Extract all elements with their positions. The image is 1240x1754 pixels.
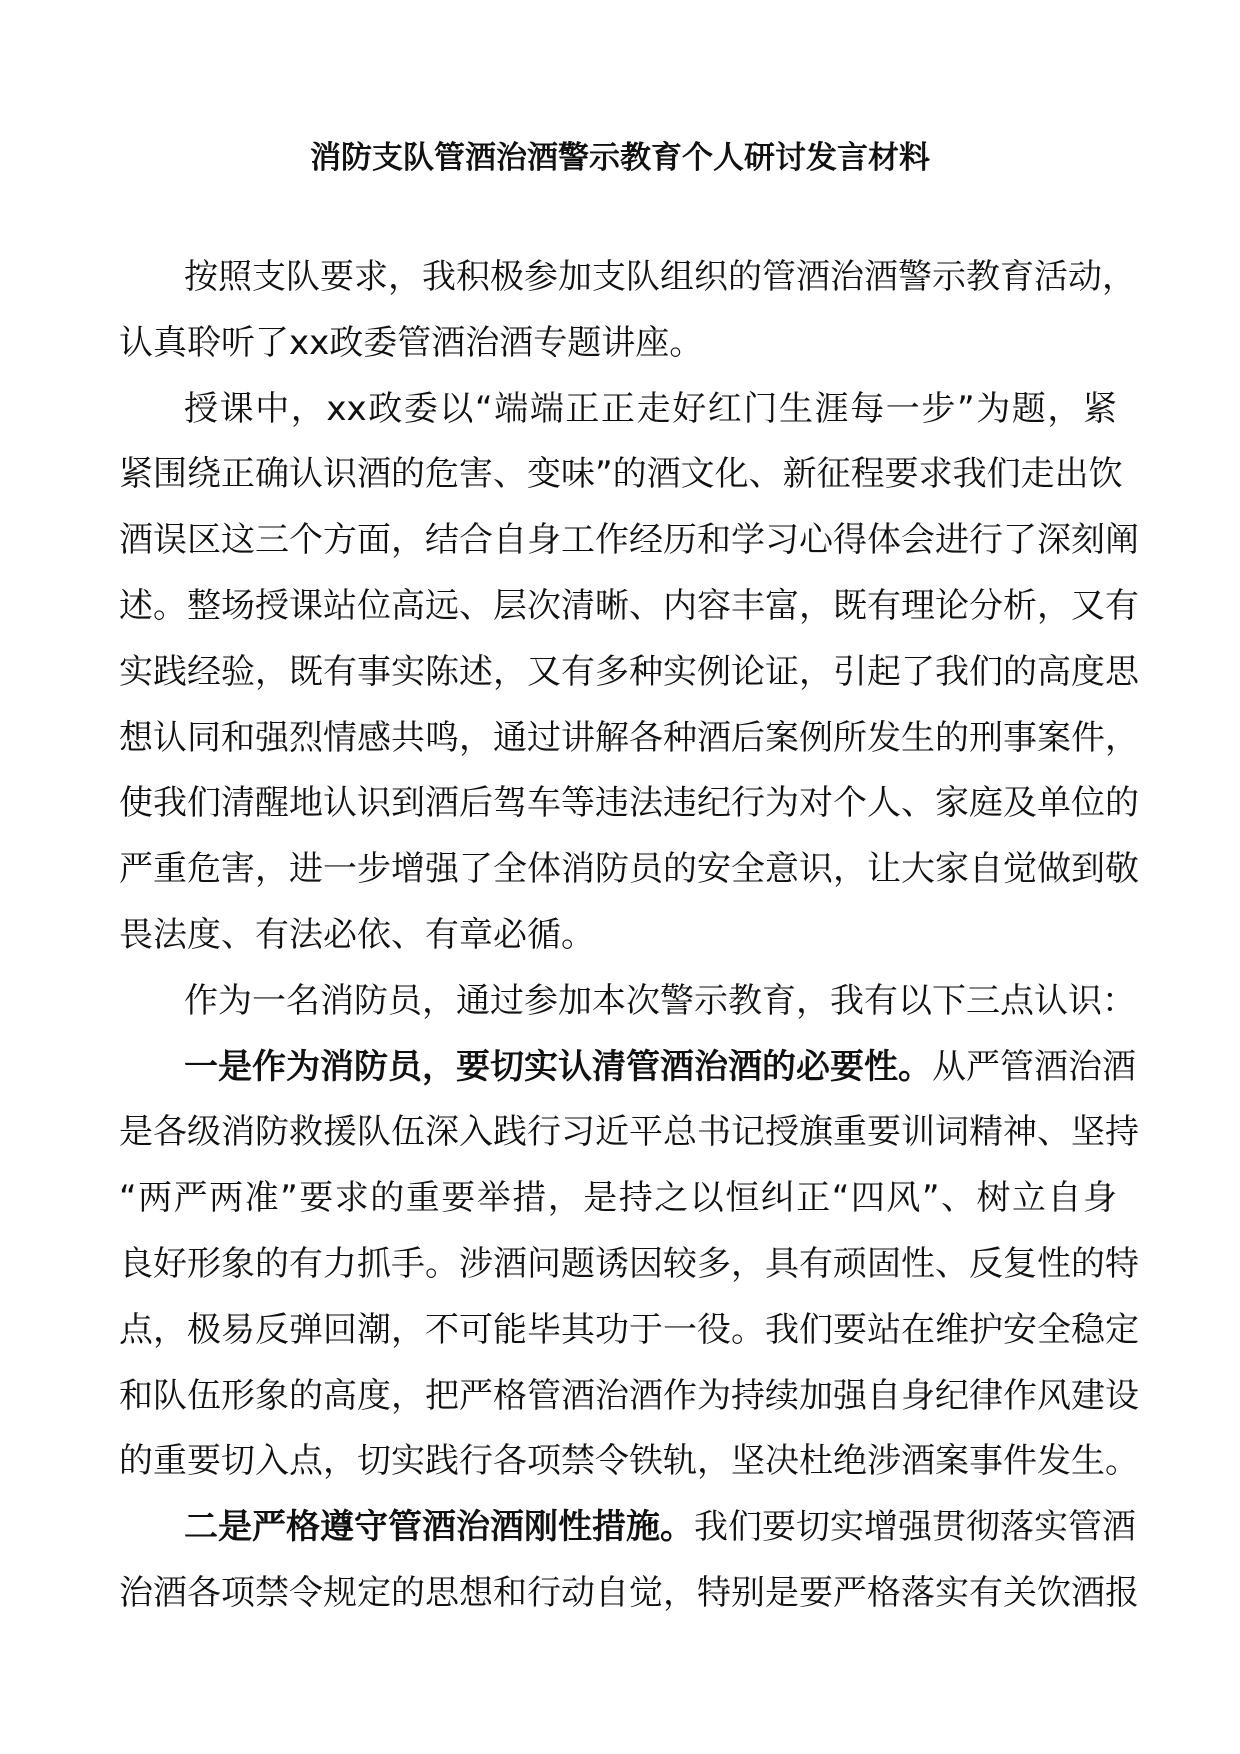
text-line — [119, 1436, 1139, 1502]
line-text: 使我们清醒地认识到酒后驾车等违法违纪行为对个人、家庭及单位的 — [119, 783, 1139, 824]
line-text: 按照支队要求，我积极参加支队组织的管酒治酒警示教育活动， — [184, 257, 1136, 297]
text-line — [119, 778, 1139, 844]
paragraph — [119, 252, 1136, 384]
line-text: 点，极易反弹回潮，不可能毕其功于一役。我们要站在维护安全稳定 — [119, 1309, 1139, 1350]
line-text: 畏法度、有法必依、有章必循。 — [119, 914, 595, 955]
text-line — [119, 449, 1123, 515]
line-text: 述。整场授课站位高远、层次清晰、内容丰富，既有理论分析，又有 — [119, 585, 1139, 626]
text-line — [119, 252, 1136, 318]
paragraph — [119, 976, 1136, 1042]
line-text: 严重危害，进一步增强了全体消防员的安全意识，让大家自觉做到敬 — [119, 849, 1139, 890]
line-text: 想认同和强烈情感共鸣，通过讲解各种酒后案例所发生的刑事案件， — [119, 717, 1139, 758]
paragraph — [119, 1502, 1139, 1634]
text-line — [119, 647, 1139, 713]
text-line — [119, 1173, 1117, 1239]
line-text: 授课中，xx政委以“端端正正走好红门生涯每一步”为题，紧 — [184, 388, 1117, 429]
line-text: 酒误区这三个方面，结合自身工作经历和学习心得体会进行了深刻阐 — [119, 520, 1139, 561]
line-text: 从严管酒治酒 — [932, 1046, 1136, 1087]
text-line — [119, 581, 1139, 647]
text-line — [119, 318, 1117, 384]
line-text: 良好形象的有力抓手。涉酒问题诱因较多，具有顽固性、反复性的特 — [119, 1243, 1139, 1284]
text-line — [119, 1502, 1136, 1568]
line-text: 认真聆听了xx政委管酒治酒专题讲座。 — [119, 322, 704, 363]
bold-lead-sentence: 二是严格遵守管酒治酒刚性措施。 — [184, 1507, 694, 1548]
paragraph — [119, 1042, 1139, 1503]
text-line — [119, 910, 1117, 976]
text-line — [119, 844, 1139, 910]
text-line — [119, 384, 1117, 450]
line-text: 实践经验，既有事实陈述，又有多种实例论证，引起了我们的高度思 — [119, 651, 1139, 692]
text-line — [119, 1042, 1136, 1108]
paragraph — [119, 384, 1139, 976]
line-text: 是各级消防救援队伍深入践行习近平总书记授旗重要训词精神、坚持 — [119, 1112, 1139, 1153]
text-line — [119, 713, 1139, 779]
line-text: 和队伍形象的高度，把严格管酒治酒作为持续加强自身纪律作风建设 — [119, 1375, 1139, 1416]
line-text: “两严两准”要求的重要举措，是持之以恒纠正“四风”、树立自身 — [119, 1178, 1117, 1219]
text-line — [119, 1568, 1139, 1634]
line-text: 紧围绕正确认识酒的危害、变味”的酒文化、新征程要求我们走出饮 — [119, 454, 1123, 495]
document-title: 消防支队管酒治酒警示教育个人研讨发言材料 — [310, 140, 930, 176]
text-line — [119, 976, 1136, 1042]
bold-lead-sentence: 一是作为消防员，要切实认清管酒治酒的必要性。 — [184, 1046, 932, 1087]
line-text: 我们要切实增强贯彻落实管酒 — [694, 1507, 1136, 1548]
text-line — [119, 515, 1139, 581]
line-text: 治酒各项禁令规定的思想和行动自觉，特别是要严格落实有关饮酒报 — [119, 1572, 1139, 1613]
text-line — [119, 1371, 1139, 1437]
text-line — [119, 1305, 1139, 1371]
document-body — [119, 252, 1139, 1634]
line-text: 作为一名消防员，通过参加本次警示教育，我有以下三点认识： — [184, 980, 1136, 1021]
line-text: 的重要切入点，切实践行各项禁令铁轨，坚决杜绝涉酒案事件发生。 — [119, 1441, 1139, 1482]
text-line — [119, 1239, 1139, 1305]
text-line — [119, 1107, 1139, 1173]
